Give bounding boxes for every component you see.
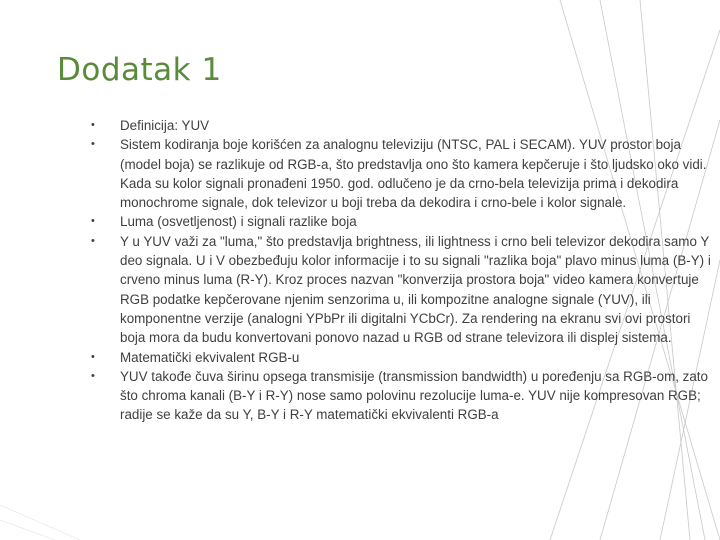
- bullet-dot-icon: •: [91, 215, 95, 228]
- bullet-dot-icon: •: [91, 119, 95, 131]
- bullet-item: [88, 212, 718, 231]
- bullet-text: Matematički ekvivalent RGB-u: [120, 349, 300, 365]
- bullet-dot-icon: •: [91, 369, 95, 382]
- bullet-dot-icon: •: [91, 350, 95, 363]
- bullet-text: Definicija: YUV: [120, 118, 210, 133]
- slide-title: Dodatak 1: [57, 52, 222, 88]
- bullet-dot-icon: •: [91, 234, 95, 247]
- bullet-text: YUV takođe čuva širinu opsega transmisije (transmission bandwidth) u poređenju sa RGB-om, zato što chroma kanali (B-Y i R-Y) nose samo polovinu rezolucije luma-e. YUV nije kompresovan RGB; radije se kaže da su Y, B-Y i R-Y matematički ekvivalenti RGB-a: [120, 368, 708, 423]
- bullet-list: [88, 116, 718, 425]
- bullet-item: [88, 232, 718, 348]
- bullet-dot-icon: •: [91, 138, 95, 151]
- bullet-text: Luma (osvetljenost) i signali razlike boja: [120, 214, 357, 230]
- bullet-text: Sistem kodiranja boje korišćen za analognu televiziju (NTSC, PAL i SECAM). YUV prostor boja (model boja) se razlikuje od RGB-a, što predstavlja ono što kamera kepčeruje i što ljudsko oko vidi. Kada su kolor signali pronađeni 1950. god. odlučeno je da crno-bela televizija prima i dekodira monochrome signale, dok televizor u boji treba da dekodira i crno-bele i kolor signale.: [120, 137, 707, 211]
- bullet-item: [88, 116, 718, 135]
- bullet-text: Y u YUV važi za "luma," što predstavlja brightness, ili lightness i crno beli televizor dekodira samo Y deo signala. U i V obezbeđuju kolor informacije i to su signali "razlika boja" plavo minus luma (B-Y) i crveno minus luma (R-Y). Kroz proces nazvan "konverzija prostora boja" video kamera konvertuje RGB podatke kepčerovane njenim senzorima u, ili kompozitne analogne signale (YUV), ili komponentne verzije (analogni YPbPr ili digitalni YCbCr). Za rendering na ekranu svi ovi prostori boja mora da budu konvertovani ponovo nazad u RGB od strane televizora ili displej sistema.: [120, 233, 711, 346]
- bullet-item: [88, 367, 718, 425]
- bullet-item: [88, 348, 718, 367]
- bullet-item: [88, 135, 718, 212]
